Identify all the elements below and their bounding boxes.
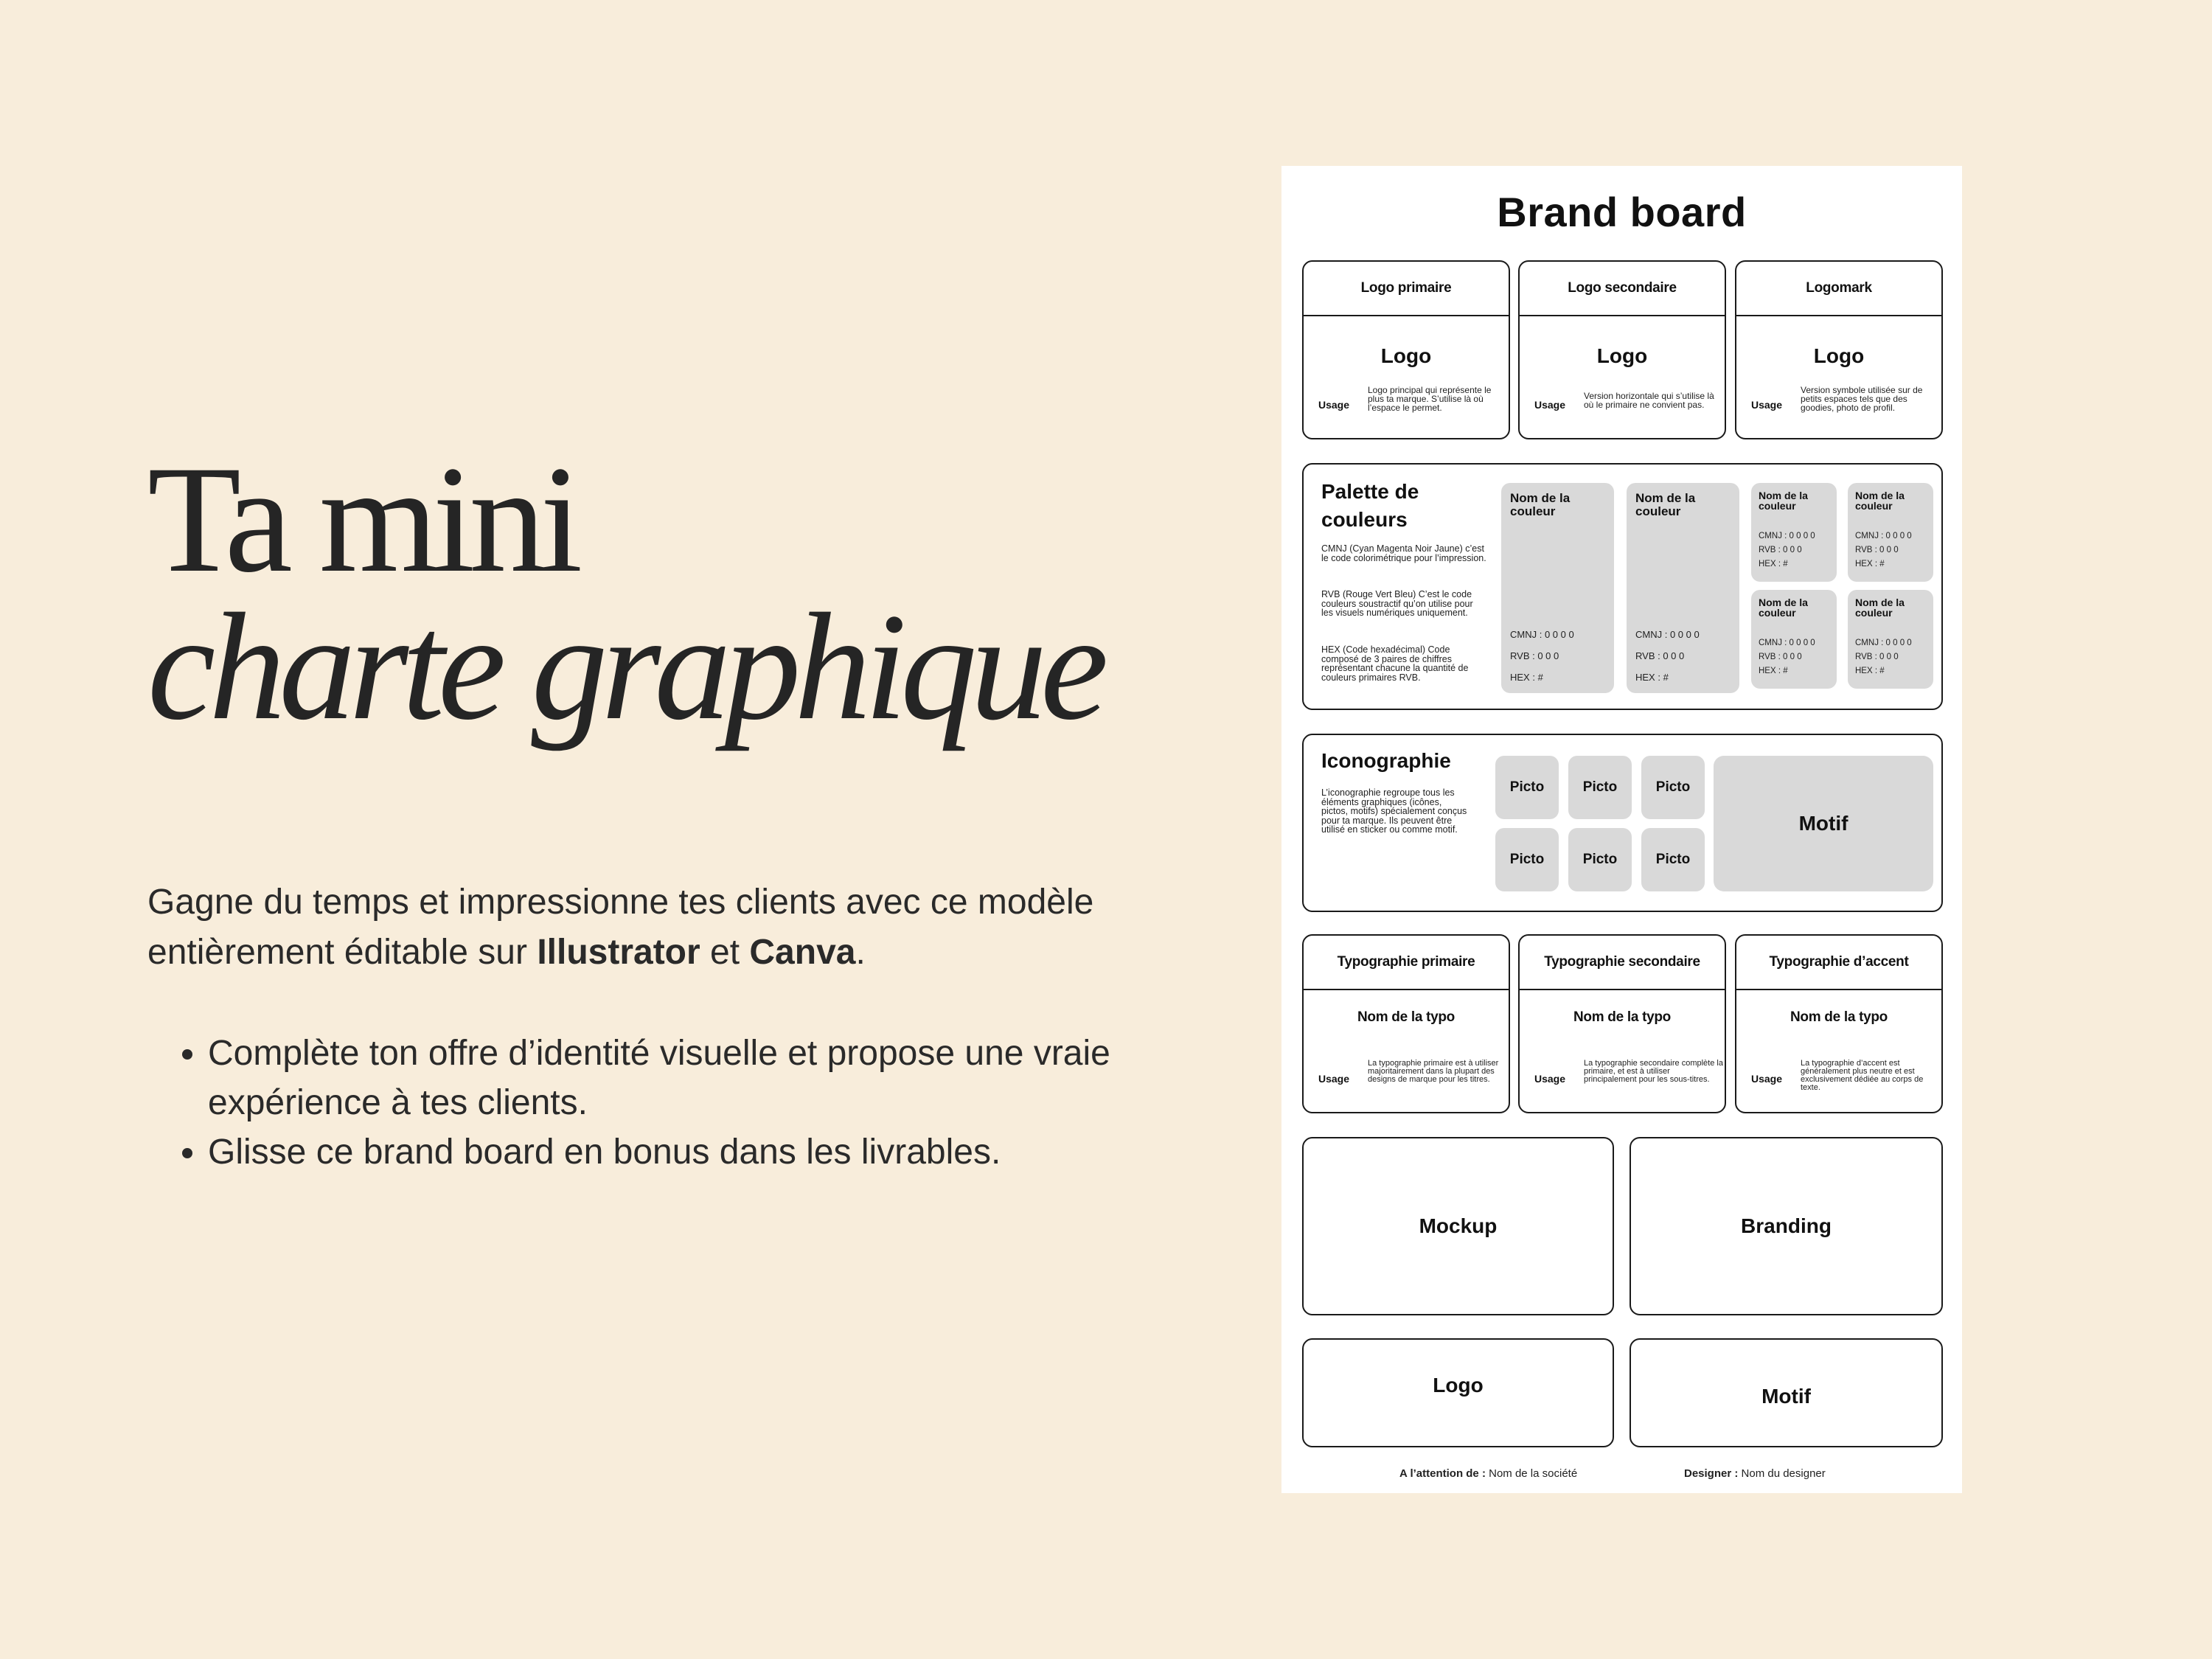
swatch-hex: HEX : #: [1855, 667, 1885, 675]
intro-tool-illustrator: Illustrator: [537, 933, 700, 972]
picto-placeholder[interactable]: Picto: [1568, 756, 1632, 819]
typo-name: Nom de la typo: [1790, 1009, 1888, 1025]
palette-desc-cmnj: CMNJ (Cyan Magenta Noir Jaune) c’est le code colorimétrique pour l’impression.: [1321, 543, 1486, 563]
logo-label: Logo: [1433, 1374, 1484, 1397]
logo-primary-card: [1302, 260, 1510, 439]
card-heading: Typographie secondaire: [1520, 936, 1725, 990]
logo-placeholder: Logo: [1380, 344, 1432, 367]
color-swatch-small[interactable]: [1751, 483, 1837, 582]
typo-name: Nom de la typo: [1573, 1009, 1671, 1025]
typo-primary-card: [1302, 934, 1510, 1113]
logo-placeholder: Logo: [1596, 344, 1648, 367]
logo-box[interactable]: [1302, 1338, 1614, 1447]
usage-text: La typographie d’accent est généralement plus neutre et est exclusivement dédiée au corps de texte.: [1801, 1059, 1924, 1092]
palette-desc-rvb: RVB (Rouge Vert Bleu) C’est le code couleurs soustractif qu’on utilise pour les visuels numériques uniquement.: [1321, 589, 1473, 618]
picto-placeholder[interactable]: Picto: [1495, 756, 1559, 819]
footer-attention: [1399, 1467, 1577, 1480]
swatch-rvb: RVB : 0 0 0: [1635, 650, 1685, 661]
card-heading: Logo primaire: [1304, 262, 1509, 316]
swatch-hex: HEX : #: [1759, 560, 1788, 568]
swatch-rvb: RVB : 0 0 0: [1510, 650, 1559, 661]
bullet-item: • Complète ton offre d’identité visuelle et propose une vraie expérience à tes clients.: [208, 1029, 1166, 1127]
usage-label: Usage: [1751, 1073, 1783, 1085]
iconography-title: Iconographie: [1321, 749, 1451, 772]
typo-name: Nom de la typo: [1357, 1009, 1455, 1025]
motif-placeholder[interactable]: Motif: [1714, 756, 1933, 891]
brand-board: [1281, 166, 1962, 1493]
usage-label: Usage: [1318, 1073, 1350, 1085]
hero-intro: [147, 877, 1150, 978]
swatch-name: Nom de la couleur: [1510, 491, 1571, 518]
swatch-rvb: RVB : 0 0 0: [1759, 546, 1802, 554]
swatch-hex: HEX : #: [1635, 672, 1669, 683]
usage-text: Version horizontale qui s’utilise là où le primaire ne convient pas.: [1584, 391, 1714, 410]
color-swatch-small[interactable]: [1848, 590, 1933, 689]
card-heading: Logo secondaire: [1520, 262, 1725, 316]
hero-title-line1: Ta mini: [147, 434, 577, 604]
color-swatch-small[interactable]: [1751, 590, 1837, 689]
swatch-name: Nom de la couleur: [1635, 491, 1696, 518]
mockup-box[interactable]: [1302, 1137, 1614, 1315]
swatch-cmnj: CMNJ : 0 0 0 0: [1759, 532, 1815, 540]
palette-section: [1302, 463, 1943, 710]
footer-attention-label: A l’attention de :: [1399, 1467, 1486, 1480]
footer-designer-value: Nom du designer: [1738, 1467, 1826, 1480]
intro-text: Gagne du temps et impressionne tes clients avec ce modèle entièrement éditable sur: [147, 883, 1094, 972]
footer-designer: [1684, 1467, 1826, 1480]
swatch-cmnj: CMNJ : 0 0 0 0: [1510, 629, 1574, 640]
hero-title-line2: charte graphique: [147, 582, 1102, 751]
swatch-name: Nom de la couleur: [1759, 597, 1808, 619]
picto-placeholder[interactable]: Picto: [1641, 756, 1705, 819]
color-swatch[interactable]: [1627, 483, 1739, 693]
palette-title: Palette de couleurs: [1321, 480, 1419, 531]
typo-secondary-card: [1518, 934, 1726, 1113]
usage-text: Logo principal qui représente le plus ta marque. S’utilise là où l’espace le permet.: [1368, 385, 1492, 413]
mockup-label: Mockup: [1419, 1214, 1498, 1237]
swatch-cmnj: CMNJ : 0 0 0 0: [1855, 639, 1912, 647]
usage-text: La typographie primaire est à utiliser majoritairement dans la plupart des designs de marque pour les titres.: [1368, 1059, 1499, 1084]
usage-text: Version symbole utilisée sur de petits espaces tels que des goodies, photo de profil.: [1801, 385, 1923, 413]
usage-text: La typographie secondaire complète la primaire, et est à utiliser principalement pour les sous-titres.: [1584, 1059, 1723, 1084]
iconography-desc: L’iconographie regroupe tous les éléments graphiques (icônes, pictos, motifs) spécialement conçus pour ta marque. Ils peuvent être utilisé en sticker ou comme motif.: [1321, 787, 1467, 835]
usage-label: Usage: [1534, 399, 1566, 411]
swatch-cmnj: CMNJ : 0 0 0 0: [1855, 532, 1912, 540]
picto-placeholder[interactable]: Picto: [1495, 828, 1559, 891]
swatch-hex: HEX : #: [1510, 672, 1543, 683]
brand-board-title: Brand board: [1497, 189, 1747, 235]
logo-placeholder: Logo: [1813, 344, 1865, 367]
branding-box[interactable]: [1630, 1137, 1943, 1315]
card-heading: Typographie primaire: [1304, 936, 1509, 990]
picto-placeholder[interactable]: Picto: [1568, 828, 1632, 891]
swatch-name: Nom de la couleur: [1855, 490, 1905, 512]
swatch-name: Nom de la couleur: [1855, 597, 1905, 619]
iconography-section: [1302, 734, 1943, 912]
palette-desc-hex: HEX (Code hexadécimal) Code composé de 3 paires de chiffres représentant chacune la quantité de couleurs primaires RVB.: [1321, 644, 1469, 683]
color-swatch-small[interactable]: [1848, 483, 1933, 582]
hero-bullets: [177, 1029, 1166, 1177]
typo-accent-card: [1735, 934, 1943, 1113]
color-swatch[interactable]: [1501, 483, 1614, 693]
motif-box[interactable]: [1630, 1338, 1943, 1447]
swatch-rvb: RVB : 0 0 0: [1855, 546, 1899, 554]
swatch-rvb: RVB : 0 0 0: [1759, 653, 1802, 661]
bullet-item: • Glisse ce brand board en bonus dans les livrables.: [208, 1127, 1166, 1177]
card-heading: Typographie d’accent: [1736, 936, 1941, 990]
picto-placeholder[interactable]: Picto: [1641, 828, 1705, 891]
card-heading: Logomark: [1736, 262, 1941, 316]
motif-label: Motif: [1761, 1385, 1811, 1408]
logomark-card: [1735, 260, 1943, 439]
footer-attention-value: Nom de la société: [1485, 1467, 1578, 1480]
intro-text-mid: et: [700, 933, 750, 972]
usage-label: Usage: [1534, 1073, 1566, 1085]
swatch-rvb: RVB : 0 0 0: [1855, 653, 1899, 661]
swatch-hex: HEX : #: [1759, 667, 1788, 675]
footer-designer-label: Designer :: [1684, 1467, 1739, 1480]
usage-label: Usage: [1318, 399, 1350, 411]
swatch-cmnj: CMNJ : 0 0 0 0: [1759, 639, 1815, 647]
logo-secondary-card: [1518, 260, 1726, 439]
swatch-hex: HEX : #: [1855, 560, 1885, 568]
swatch-name: Nom de la couleur: [1759, 490, 1808, 512]
branding-label: Branding: [1741, 1214, 1832, 1237]
swatch-cmnj: CMNJ : 0 0 0 0: [1635, 629, 1700, 640]
intro-text-end: .: [855, 933, 866, 972]
intro-tool-canva: Canva: [749, 933, 856, 972]
usage-label: Usage: [1751, 399, 1783, 411]
hero-section: [147, 0, 1180, 1659]
